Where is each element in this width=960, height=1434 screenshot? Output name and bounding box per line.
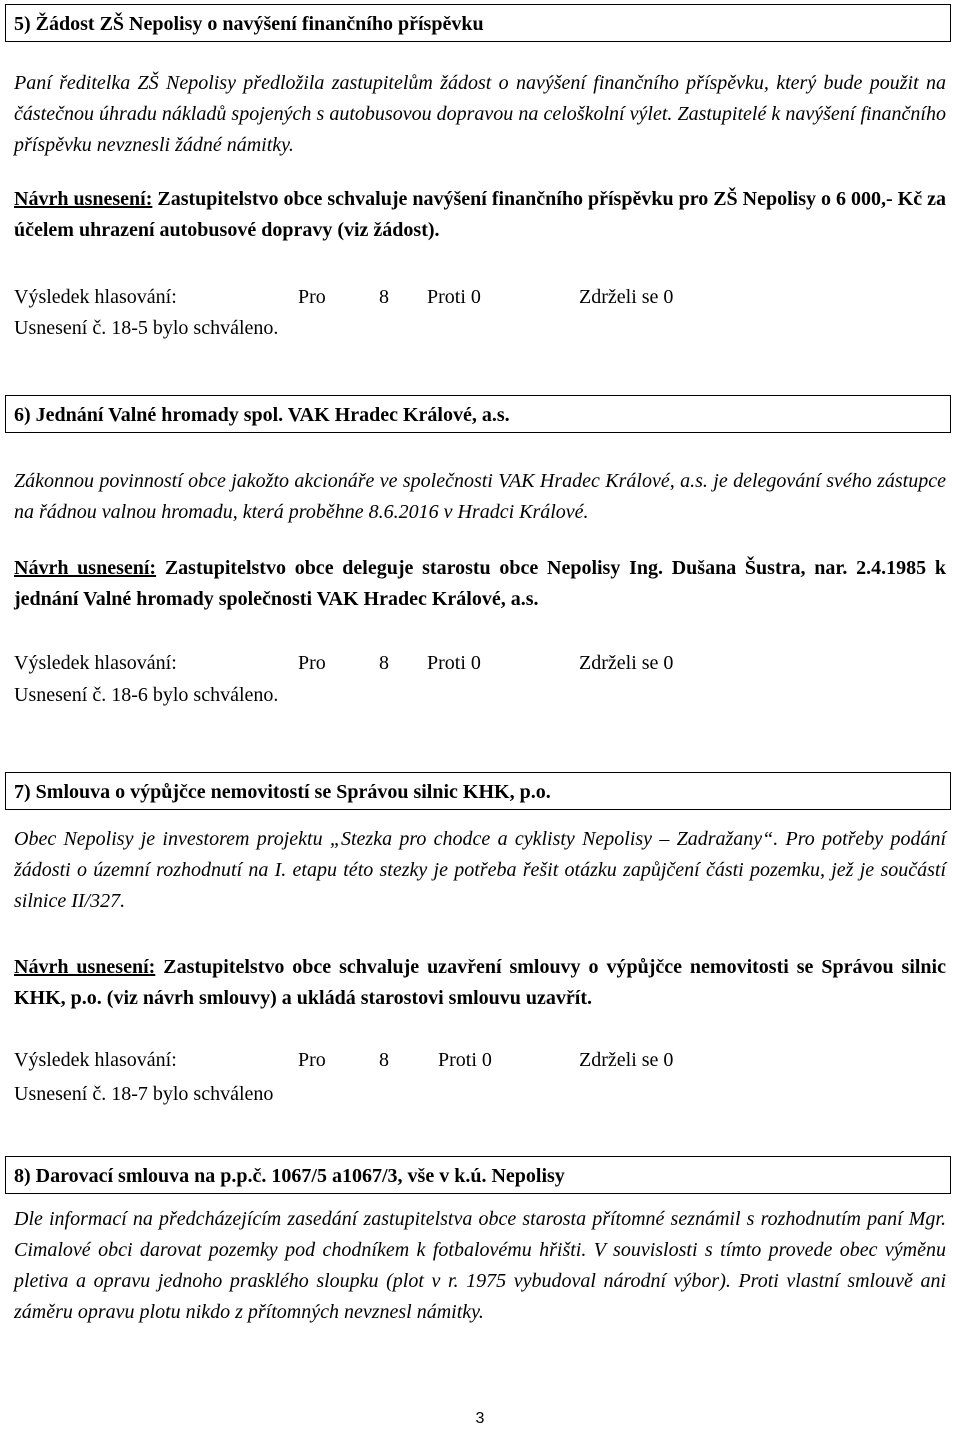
section-7-body: Obec Nepolisy je investorem projektu „Stezka pro chodce a cyklisty Nepolisy – Zadražany“. Pro potřeby podání žádosti o územní rozhodnutí na I. etapu této stezky je potřeba řešit otázku zapůjčení části pozemku, jež je součástí silnice II/327. [14, 828, 946, 912]
section-6-heading: 6) Jednání Valné hromady spol. VAK Hradec Králové, a.s. [5, 395, 951, 433]
vote-label: Výsledek hlasování: [14, 1049, 177, 1071]
proposal-text: Zastupitelstvo obce schvaluje navýšení finančního příspěvku pro ZŠ Nepolisy o 6 000,- Kč za účelem uhrazení autobusové dopravy (viz žádost). [14, 188, 946, 241]
vote-pro-count: 8 [379, 286, 389, 308]
vote-label: Výsledek hlasování: [14, 286, 177, 308]
vote-proti: Proti 0 [438, 1049, 492, 1071]
section-5-vote-result [14, 282, 914, 312]
section-5-body: Paní ředitelka ZŠ Nepolisy předložila zastupitelům žádost o navýšení finančního příspěvku, který bude použit na částečnou úhradu nákladů spojených s autobusovou dopravou na celoškolní výlet. Zastupitelé k navýšení finančního příspěvku nevznesli žádné námitky. [14, 72, 946, 156]
section-7-resolution: Usnesení č. 18-7 bylo schváleno [14, 1083, 274, 1105]
vote-zdrzeli: Zdrželi se 0 [579, 652, 674, 674]
section-5-resolution: Usnesení č. 18-5 bylo schváleno. [14, 317, 279, 339]
vote-pro-count: 8 [379, 652, 389, 674]
proposal-label: Návrh usnesení: [14, 557, 157, 579]
vote-proti: Proti 0 [427, 286, 481, 308]
section-8-body: Dle informací na předcházejícím zasedání zastupitelstva obce starosta přítomné seznámil s rozhodnutím paní Mgr. Cimalové obci darovat pozemky pod chodníkem k fotbalovému hřišti. V souvislosti s tímto provede obec výměnu pletiva a opravu jednoho prasklého sloupku (plot v r. 1975 vybudoval národní výbor). Proti vlastní smlouvě ani záměru opravu plotu nikdo z přítomných nevznesl námitky. [14, 1208, 946, 1323]
vote-zdrzeli: Zdrželi se 0 [579, 286, 674, 308]
section-6-proposal [14, 553, 946, 615]
section-7-vote-result [14, 1045, 914, 1075]
section-8-heading: 8) Darovací smlouva na p.p.č. 1067/5 a1067/3, vše v k.ú. Nepolisy [5, 1156, 951, 1194]
section-6-vote-result [14, 648, 914, 678]
section-5-heading: 5) Žádost ZŠ Nepolisy o navýšení finančního příspěvku [5, 4, 951, 42]
section-5-proposal [14, 184, 946, 246]
proposal-text: Zastupitelstvo obce schvaluje uzavření smlouvy o výpůjčce nemovitosti se Správou silnic KHK, p.o. (viz návrh smlouvy) a ukládá starostovi smlouvu uzavřít. [14, 956, 946, 1009]
section-6-body: Zákonnou povinností obce jakožto akcionáře ve společnosti VAK Hradec Králové, a.s. je delegování svého zástupce na řádnou valnou hromadu, která proběhne 8.6.2016 v Hradci Králové. [14, 470, 946, 523]
section-7-proposal [14, 952, 946, 1014]
page-number: 3 [475, 1410, 485, 1427]
vote-zdrzeli: Zdrželi se 0 [579, 1049, 674, 1071]
proposal-label: Návrh usnesení: [14, 956, 156, 978]
vote-pro: Pro [298, 652, 326, 674]
vote-label: Výsledek hlasování: [14, 652, 177, 674]
proposal-text: Zastupitelstvo obce deleguje starostu obce Nepolisy Ing. Dušana Šustra, nar. 2.4.1985 k jednání Valné hromady společnosti VAK Hradec Králové, a.s. [14, 557, 946, 610]
vote-proti: Proti 0 [427, 652, 481, 674]
proposal-label: Návrh usnesení: [14, 188, 153, 210]
vote-pro-count: 8 [379, 1049, 389, 1071]
vote-pro: Pro [298, 286, 326, 308]
section-6-resolution: Usnesení č. 18-6 bylo schváleno. [14, 684, 279, 706]
section-7-heading: 7) Smlouva o výpůjčce nemovitostí se Správou silnic KHK, p.o. [5, 772, 951, 810]
vote-pro: Pro [298, 1049, 326, 1071]
